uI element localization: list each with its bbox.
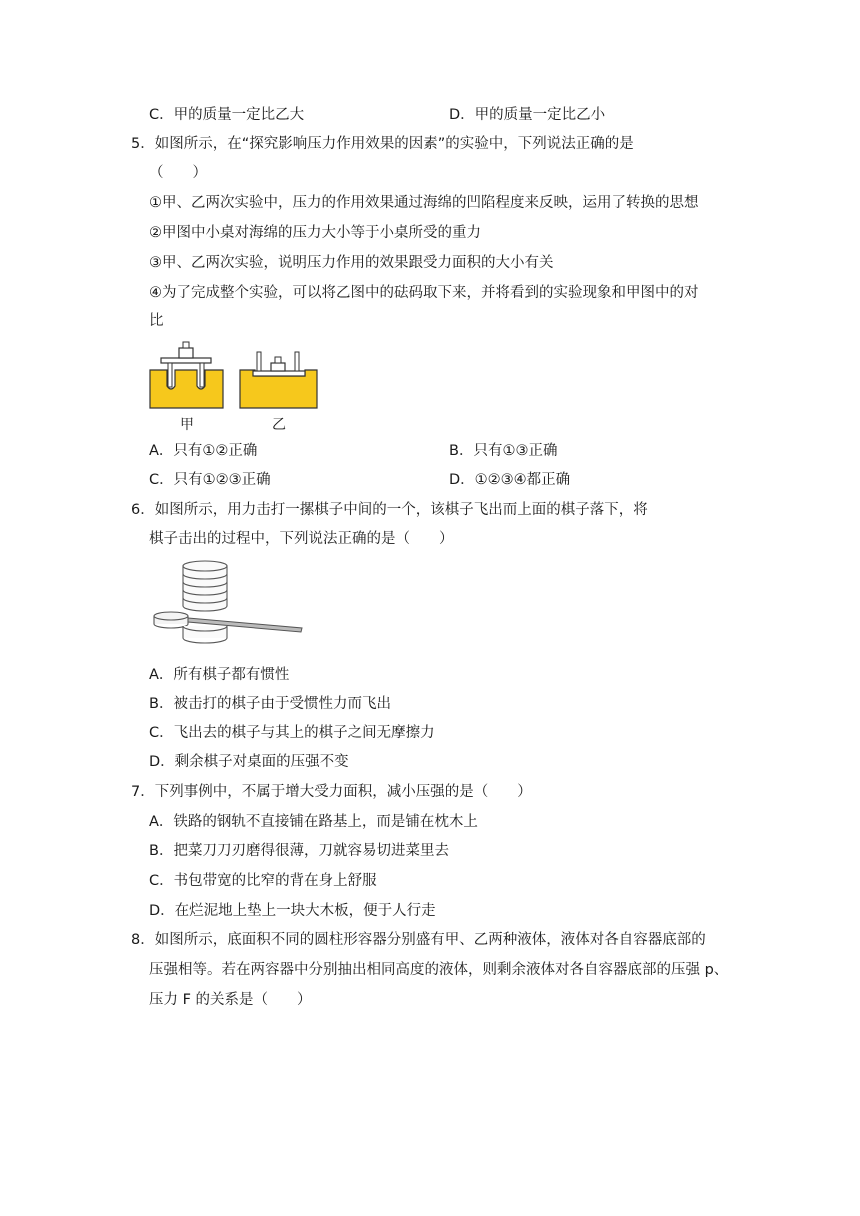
figure-label-jia: 甲 [180,417,194,433]
q5-statement-2: ②甲图中小桌对海绵的压力大小等于小桌所受的重力 [149,225,481,241]
q7-option-a: A．铁路的钢轨不直接铺在路基上，而是铺在枕木上 [149,814,478,830]
q8-stem-line1: 8．如图所示，底面积不同的圆柱形容器分别盛有甲、乙两种液体，液体对各自容器底部的 [131,932,706,948]
q5-sponge-figure [145,338,325,410]
q6-option-d: D．剩余棋子对桌面的压强不变 [149,754,349,770]
q6-stem-line2: 棋子击出的过程中，下列说法正确的是（ ） [149,531,454,547]
q6-option-c: C．飞出去的棋子与其上的棋子之间无摩擦力 [149,725,435,741]
q7-option-b: B．把菜刀刀刃磨得很薄，刀就容易切进菜里去 [149,843,449,859]
q7-option-d: D．在烂泥地上垫上一块大木板，便于人行走 [149,903,436,919]
q5-option-c: C．只有①②③正确 [149,472,271,488]
q5-statement-3: ③甲、乙两次实验，说明压力作用的效果跟受力面积的大小有关 [149,255,554,271]
q4-option-c: C．甲的质量一定比乙大 [149,107,305,123]
q5-option-b: B．只有①③正确 [449,443,558,459]
q6-option-a: A．所有棋子都有惯性 [149,667,290,683]
q6-option-b: B．被击打的棋子由于受惯性力而飞出 [149,696,391,712]
weight-jia [179,342,193,358]
q4-option-d: D．甲的质量一定比乙小 [449,107,606,123]
q5-stem: 5．如图所示，在“探究影响压力作用效果的因素”的实验中，下列说法正确的是 [131,136,634,152]
figure-label-yi: 乙 [272,417,286,433]
q6-checker-stack-figure [150,556,306,652]
q8-stem-line2: 压强相等。若在两容器中分别抽出相同高度的液体，则剩余液体对各自容器底部的压强 p、 [149,962,729,978]
q5-option-d: D．①②③④都正确 [449,472,571,488]
q5-statement-1: ①甲、乙两次实验中，压力的作用效果通过海绵的凹陷程度来反映，运用了转换的思想 [149,195,699,211]
q8-stem-line3: 压力 F 的关系是（ ） [149,992,312,1008]
struck-checker [154,612,188,628]
sponge-jia [150,370,223,408]
checker-stack-top [183,561,227,611]
q7-option-c: C．书包带宽的比窄的背在身上舒服 [149,873,377,889]
q5-statement-4-cont: 比 [149,313,164,329]
q5-option-a: A．只有①②正确 [149,443,258,459]
q5-answer-paren: （ ） [149,165,207,181]
checker-bottom [183,626,227,643]
q7-stem: 7．下列事例中，不属于增大受力面积，减小压强的是（ ） [131,784,532,800]
q6-stem-line1: 6．如图所示，用力击打一摞棋子中间的一个，该棋子飞出而上面的棋子落下，将 [131,502,648,518]
q5-statement-4: ④为了完成整个实验，可以将乙图中的砝码取下来，并将看到的实验现象和甲图中的对 [149,285,699,301]
weight-yi [271,357,285,371]
